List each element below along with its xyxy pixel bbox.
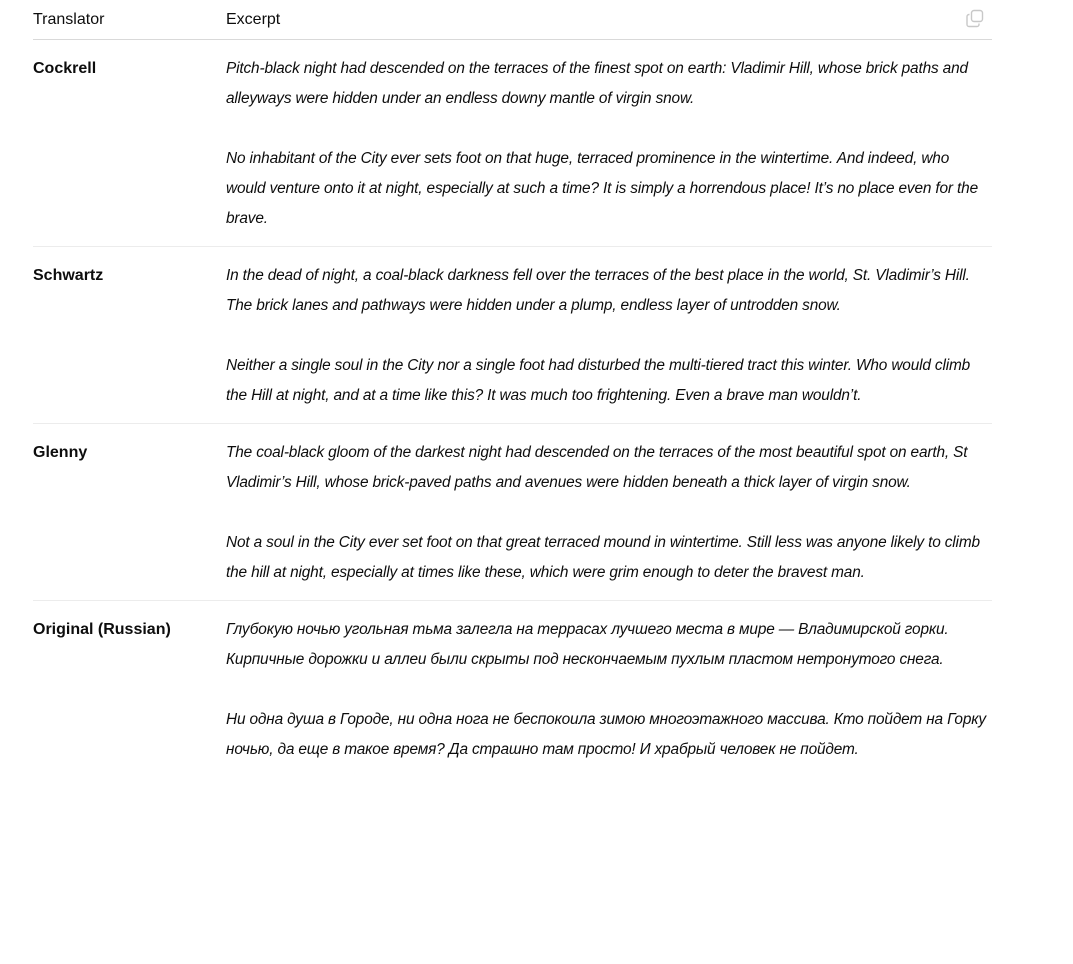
table-header (33, 0, 992, 40)
excerpt-paragraph: Neither a single soul in the City nor a single foot had disturbed the multi-tiered tract this winter. Who would climb the Hill at night, and at a time like this? It was much too frightening. Even a brave man wouldn’t. (226, 357, 971, 404)
translator-name: Original (Russian) (33, 621, 171, 638)
excerpt-paragraph: No inhabitant of the City ever sets foot on that huge, terraced prominence in the wintertime. And indeed, who would venture onto it at night, especially at such a time? It is simply a horrendous place! It’s no place even for the brave. (226, 150, 978, 227)
excerpt-cell (226, 615, 992, 765)
excerpt-cell (226, 438, 992, 588)
excerpt-cell (226, 54, 992, 234)
table-row (33, 601, 992, 777)
translator-name: Cockrell (33, 60, 97, 77)
excerpt-paragraph: Ни одна душа в Городе, ни одна нога не беспокоила зимою многоэтажного массива. Кто пойдет на Горку ночью, да еще в такое время? Да страшно там просто! И храбрый человек не пойдет. (226, 711, 986, 758)
translator-name: Schwartz (33, 267, 104, 284)
excerpt-paragraph: Not a soul in the City ever set foot on that great terraced mound in wintertime. Still less was anyone likely to climb the hill at night, especially at times like these, which were grim enough to deter the bravest man. (226, 534, 980, 581)
header-excerpt: Excerpt (226, 10, 281, 28)
table-row (33, 40, 992, 247)
table-row (33, 247, 992, 424)
header-translator: Translator (33, 10, 105, 28)
translations-table (33, 0, 992, 777)
translator-name: Glenny (33, 444, 88, 461)
excerpt-paragraph: The coal-black gloom of the darkest night had descended on the terraces of the most beautiful spot on earth, St Vladimir’s Hill, whose brick-paved paths and avenues were hidden beneath a thick layer of virgin snow. (226, 444, 968, 491)
excerpt-paragraph: In the dead of night, a coal-black darkness fell over the terraces of the best place in the world, St. Vladimir’s Hill. The brick lanes and pathways were hidden under a plump, endless layer of untrodden snow. (226, 267, 970, 314)
excerpt-paragraph: Глубокую ночью угольная тьма залегла на террасах лучшего места в мире — Владимирской горки. Кирпичные дорожки и аллеи были скрыты под нескончаемым пухлым пластом нетронутого снега. (226, 621, 949, 668)
excerpt-cell (226, 261, 992, 411)
excerpt-paragraph: Pitch-black night had descended on the terraces of the finest spot on earth: Vladimir Hill, whose brick paths and alleyways were hidden under an endless downy mantle of virgin snow. (226, 60, 968, 107)
copy-icon[interactable] (965, 8, 985, 28)
table-row (33, 424, 992, 601)
